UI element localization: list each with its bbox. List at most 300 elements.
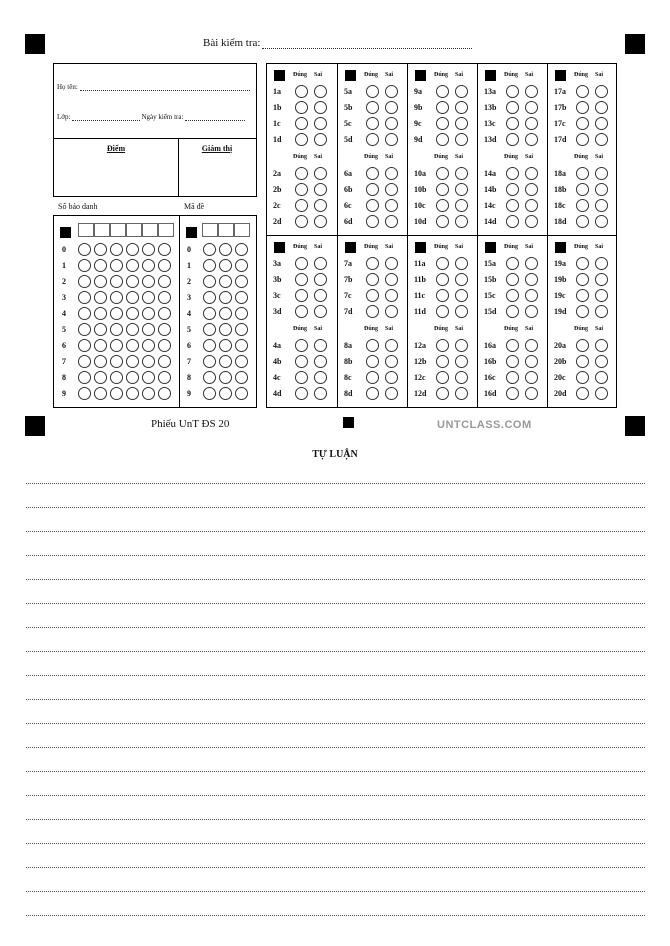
false-bubble[interactable] <box>385 355 398 368</box>
false-bubble[interactable] <box>595 289 608 302</box>
student-id-bubble[interactable] <box>78 323 91 336</box>
student-id-bubble[interactable] <box>158 387 171 400</box>
false-bubble[interactable] <box>385 305 398 318</box>
true-bubble[interactable] <box>576 117 589 130</box>
question-row <box>484 370 544 384</box>
false-bubble[interactable] <box>314 387 327 400</box>
student-id-bubble[interactable] <box>142 307 155 320</box>
true-bubble[interactable] <box>295 273 308 286</box>
true-bubble[interactable] <box>366 199 379 212</box>
false-bubble[interactable] <box>314 167 327 180</box>
true-bubble[interactable] <box>576 85 589 98</box>
true-bubble[interactable] <box>506 167 519 180</box>
false-bubble[interactable] <box>525 257 538 270</box>
student-id-digit-label: 0 <box>62 244 66 254</box>
student-id-bubble[interactable] <box>94 307 107 320</box>
student-id-bubble[interactable] <box>78 339 91 352</box>
student-id-bubble[interactable] <box>110 339 123 352</box>
exam-code-bubble[interactable] <box>203 291 216 304</box>
student-id-bubble[interactable] <box>110 355 123 368</box>
student-id-bubble[interactable] <box>110 387 123 400</box>
student-id-bubble[interactable] <box>78 307 91 320</box>
false-label: Sai <box>454 72 463 78</box>
student-id-bubble[interactable] <box>110 291 123 304</box>
false-bubble[interactable] <box>595 117 608 130</box>
false-bubble[interactable] <box>385 257 398 270</box>
true-bubble[interactable] <box>436 85 449 98</box>
false-bubble[interactable] <box>525 101 538 114</box>
exam-code-bubble[interactable] <box>203 259 216 272</box>
false-bubble[interactable] <box>595 183 608 196</box>
false-bubble[interactable] <box>314 117 327 130</box>
student-id-cell[interactable] <box>126 223 142 237</box>
student-id-bubble[interactable] <box>78 355 91 368</box>
student-id-bubble[interactable] <box>158 275 171 288</box>
student-id-bubble[interactable] <box>142 259 155 272</box>
true-bubble[interactable] <box>366 85 379 98</box>
true-bubble[interactable] <box>506 387 519 400</box>
student-id-cell[interactable] <box>94 223 110 237</box>
false-bubble[interactable] <box>455 289 468 302</box>
exam-code-bubble[interactable] <box>235 243 248 256</box>
true-bubble[interactable] <box>436 273 449 286</box>
true-bubble[interactable] <box>436 199 449 212</box>
false-bubble[interactable] <box>595 257 608 270</box>
true-bubble[interactable] <box>366 167 379 180</box>
true-bubble[interactable] <box>506 215 519 228</box>
true-bubble[interactable] <box>506 339 519 352</box>
true-bubble[interactable] <box>295 215 308 228</box>
student-id-bubble[interactable] <box>142 387 155 400</box>
false-bubble[interactable] <box>385 183 398 196</box>
name-field[interactable] <box>80 90 250 91</box>
true-bubble[interactable] <box>576 339 589 352</box>
true-bubble[interactable] <box>576 355 589 368</box>
true-bubble[interactable] <box>366 289 379 302</box>
true-bubble[interactable] <box>506 199 519 212</box>
essay-line[interactable] <box>26 699 645 700</box>
exam-code-bubble[interactable] <box>219 307 232 320</box>
question-label: 20a <box>554 340 566 350</box>
false-bubble[interactable] <box>525 339 538 352</box>
false-bubble[interactable] <box>385 167 398 180</box>
true-bubble[interactable] <box>295 133 308 146</box>
false-bubble[interactable] <box>385 215 398 228</box>
exam-code-bubble[interactable] <box>219 387 232 400</box>
true-bubble[interactable] <box>576 387 589 400</box>
exam-code-cell[interactable] <box>234 223 250 237</box>
true-bubble[interactable] <box>506 183 519 196</box>
false-bubble[interactable] <box>385 339 398 352</box>
exam-code-bubble[interactable] <box>203 371 216 384</box>
student-id-bubble[interactable] <box>78 371 91 384</box>
exam-code-bubble[interactable] <box>203 307 216 320</box>
false-label: Sai <box>524 326 533 332</box>
true-bubble[interactable] <box>295 85 308 98</box>
student-id-bubble[interactable] <box>78 291 91 304</box>
student-id-bubble[interactable] <box>126 371 139 384</box>
true-bubble[interactable] <box>436 101 449 114</box>
false-bubble[interactable] <box>525 199 538 212</box>
student-id-bubble[interactable] <box>94 355 107 368</box>
exam-code-bubble[interactable] <box>235 339 248 352</box>
true-bubble[interactable] <box>366 339 379 352</box>
true-bubble[interactable] <box>295 199 308 212</box>
false-bubble[interactable] <box>455 339 468 352</box>
true-bubble[interactable] <box>436 289 449 302</box>
question-row <box>273 338 333 352</box>
student-id-bubble[interactable] <box>158 371 171 384</box>
student-id-bubble[interactable] <box>142 291 155 304</box>
true-bubble[interactable] <box>436 257 449 270</box>
true-bubble[interactable] <box>506 273 519 286</box>
false-bubble[interactable] <box>595 387 608 400</box>
exam-code-cell[interactable] <box>202 223 218 237</box>
student-id-bubble[interactable] <box>78 259 91 272</box>
exam-code-bubble[interactable] <box>235 355 248 368</box>
false-bubble[interactable] <box>455 355 468 368</box>
exam-code-bubble[interactable] <box>203 355 216 368</box>
student-id-bubble[interactable] <box>158 291 171 304</box>
exam-code-bubble[interactable] <box>235 259 248 272</box>
false-bubble[interactable] <box>455 199 468 212</box>
student-id-bubble[interactable] <box>142 339 155 352</box>
false-bubble[interactable] <box>385 273 398 286</box>
exam-code-bubble[interactable] <box>219 275 232 288</box>
student-id-bubble[interactable] <box>158 243 171 256</box>
false-bubble[interactable] <box>455 133 468 146</box>
student-id-bubble[interactable] <box>94 259 107 272</box>
exam-code-bubble[interactable] <box>235 371 248 384</box>
exam-code-bubble[interactable] <box>219 371 232 384</box>
false-bubble[interactable] <box>455 371 468 384</box>
exam-code-bubble[interactable] <box>219 323 232 336</box>
student-id-bubble[interactable] <box>142 371 155 384</box>
true-label: Đúng <box>503 154 518 160</box>
true-bubble[interactable] <box>576 167 589 180</box>
false-bubble[interactable] <box>314 273 327 286</box>
false-bubble[interactable] <box>525 117 538 130</box>
false-bubble[interactable] <box>314 101 327 114</box>
exam-code-cell[interactable] <box>218 223 234 237</box>
essay-line[interactable] <box>26 795 645 796</box>
false-bubble[interactable] <box>595 167 608 180</box>
true-bubble[interactable] <box>506 289 519 302</box>
true-bubble[interactable] <box>295 305 308 318</box>
false-bubble[interactable] <box>595 339 608 352</box>
true-bubble[interactable] <box>576 305 589 318</box>
false-bubble[interactable] <box>314 199 327 212</box>
true-bubble[interactable] <box>366 215 379 228</box>
essay-line[interactable] <box>26 507 645 508</box>
false-bubble[interactable] <box>314 289 327 302</box>
true-bubble[interactable] <box>295 339 308 352</box>
true-bubble[interactable] <box>506 101 519 114</box>
question-label: 9d <box>414 134 423 144</box>
true-bubble[interactable] <box>295 183 308 196</box>
true-bubble[interactable] <box>506 85 519 98</box>
false-bubble[interactable] <box>595 85 608 98</box>
true-bubble[interactable] <box>576 371 589 384</box>
student-id-bubble[interactable] <box>94 243 107 256</box>
false-bubble[interactable] <box>455 117 468 130</box>
essay-line[interactable] <box>26 747 645 748</box>
question-label: 10b <box>414 184 427 194</box>
false-bubble[interactable] <box>455 183 468 196</box>
student-id-bubble[interactable] <box>142 323 155 336</box>
true-bubble[interactable] <box>436 371 449 384</box>
false-bubble[interactable] <box>385 101 398 114</box>
true-bubble[interactable] <box>506 257 519 270</box>
false-bubble[interactable] <box>595 305 608 318</box>
student-id-bubble[interactable] <box>78 243 91 256</box>
true-bubble[interactable] <box>366 273 379 286</box>
essay-line[interactable] <box>26 891 645 892</box>
true-bubble[interactable] <box>366 371 379 384</box>
student-id-bubble[interactable] <box>126 291 139 304</box>
student-id-bubble[interactable] <box>78 387 91 400</box>
student-id-cell[interactable] <box>158 223 174 237</box>
true-bubble[interactable] <box>576 215 589 228</box>
false-bubble[interactable] <box>455 167 468 180</box>
false-bubble[interactable] <box>595 215 608 228</box>
true-bubble[interactable] <box>436 215 449 228</box>
exam-code-bubble[interactable] <box>219 259 232 272</box>
false-bubble[interactable] <box>455 257 468 270</box>
true-bubble[interactable] <box>366 133 379 146</box>
student-id-bubble[interactable] <box>126 275 139 288</box>
false-bubble[interactable] <box>314 371 327 384</box>
student-id-bubble[interactable] <box>126 323 139 336</box>
false-bubble[interactable] <box>455 85 468 98</box>
student-id-bubble[interactable] <box>110 307 123 320</box>
student-id-bubble[interactable] <box>110 275 123 288</box>
exam-code-bubble[interactable] <box>203 275 216 288</box>
exam-code-bubble[interactable] <box>219 339 232 352</box>
false-bubble[interactable] <box>455 305 468 318</box>
student-id-bubble[interactable] <box>126 339 139 352</box>
false-bubble[interactable] <box>595 371 608 384</box>
true-bubble[interactable] <box>295 371 308 384</box>
essay-line[interactable] <box>26 627 645 628</box>
true-bubble[interactable] <box>506 133 519 146</box>
student-id-bubble[interactable] <box>94 339 107 352</box>
true-bubble[interactable] <box>366 387 379 400</box>
student-id-cell[interactable] <box>142 223 158 237</box>
true-bubble[interactable] <box>295 387 308 400</box>
essay-line[interactable] <box>26 675 645 676</box>
student-id-bubble[interactable] <box>126 243 139 256</box>
true-bubble[interactable] <box>576 199 589 212</box>
false-bubble[interactable] <box>525 167 538 180</box>
student-id-bubble[interactable] <box>110 259 123 272</box>
false-bubble[interactable] <box>595 273 608 286</box>
student-id-bubble[interactable] <box>126 259 139 272</box>
false-bubble[interactable] <box>385 199 398 212</box>
true-bubble[interactable] <box>436 339 449 352</box>
false-bubble[interactable] <box>314 305 327 318</box>
true-bubble[interactable] <box>366 101 379 114</box>
true-bubble[interactable] <box>436 167 449 180</box>
exam-code-bubble[interactable] <box>219 355 232 368</box>
true-false-header <box>432 154 468 160</box>
essay-line[interactable] <box>26 843 645 844</box>
student-id-cell[interactable] <box>110 223 126 237</box>
false-bubble[interactable] <box>525 183 538 196</box>
essay-line[interactable] <box>26 531 645 532</box>
essay-line[interactable] <box>26 771 645 772</box>
true-bubble[interactable] <box>366 183 379 196</box>
exam-code-bubble[interactable] <box>235 275 248 288</box>
student-id-bubble[interactable] <box>126 307 139 320</box>
essay-line[interactable] <box>26 915 645 916</box>
student-id-bubble[interactable] <box>126 355 139 368</box>
student-id-bubble[interactable] <box>94 387 107 400</box>
essay-line[interactable] <box>26 555 645 556</box>
true-bubble[interactable] <box>436 387 449 400</box>
student-id-bubble[interactable] <box>94 371 107 384</box>
student-id-bubble[interactable] <box>142 243 155 256</box>
true-bubble[interactable] <box>436 133 449 146</box>
student-id-bubble[interactable] <box>110 371 123 384</box>
false-bubble[interactable] <box>385 371 398 384</box>
student-id-bubble[interactable] <box>110 243 123 256</box>
student-id-cell[interactable] <box>78 223 94 237</box>
true-bubble[interactable] <box>436 183 449 196</box>
false-bubble[interactable] <box>314 133 327 146</box>
true-bubble[interactable] <box>366 117 379 130</box>
exam-code-bubble[interactable] <box>235 387 248 400</box>
true-bubble[interactable] <box>436 355 449 368</box>
true-bubble[interactable] <box>295 167 308 180</box>
false-bubble[interactable] <box>595 101 608 114</box>
false-bubble[interactable] <box>385 117 398 130</box>
false-bubble[interactable] <box>595 133 608 146</box>
exam-code-bubble[interactable] <box>219 291 232 304</box>
true-bubble[interactable] <box>576 257 589 270</box>
false-bubble[interactable] <box>314 215 327 228</box>
question-label: 3c <box>273 290 281 300</box>
false-bubble[interactable] <box>525 289 538 302</box>
question-row <box>484 214 544 228</box>
exam-code-bubble[interactable] <box>219 243 232 256</box>
exam-code-bubble[interactable] <box>203 339 216 352</box>
exam-code-bubble[interactable] <box>203 243 216 256</box>
student-id-bubble[interactable] <box>158 307 171 320</box>
false-bubble[interactable] <box>595 355 608 368</box>
exam-code-bubble[interactable] <box>235 307 248 320</box>
true-bubble[interactable] <box>576 133 589 146</box>
true-bubble[interactable] <box>576 289 589 302</box>
true-bubble[interactable] <box>295 101 308 114</box>
true-label: Đúng <box>503 326 518 332</box>
test-title-field[interactable] <box>262 48 472 49</box>
false-bubble[interactable] <box>455 273 468 286</box>
true-bubble[interactable] <box>576 101 589 114</box>
true-bubble[interactable] <box>506 305 519 318</box>
student-id-bubble[interactable] <box>142 355 155 368</box>
false-bubble[interactable] <box>385 85 398 98</box>
essay-line[interactable] <box>26 867 645 868</box>
false-bubble[interactable] <box>525 215 538 228</box>
student-id-bubble[interactable] <box>78 275 91 288</box>
false-bubble[interactable] <box>525 133 538 146</box>
date-field[interactable] <box>185 120 245 121</box>
true-bubble[interactable] <box>295 257 308 270</box>
essay-line[interactable] <box>26 483 645 484</box>
true-bubble[interactable] <box>436 305 449 318</box>
exam-code-bubble[interactable] <box>235 323 248 336</box>
true-bubble[interactable] <box>576 183 589 196</box>
false-bubble[interactable] <box>314 183 327 196</box>
student-id-bubble[interactable] <box>158 323 171 336</box>
true-bubble[interactable] <box>295 117 308 130</box>
question-row <box>484 198 544 212</box>
false-bubble[interactable] <box>595 199 608 212</box>
student-id-bubble[interactable] <box>142 275 155 288</box>
false-bubble[interactable] <box>385 387 398 400</box>
student-id-digit-label: 2 <box>62 276 66 286</box>
essay-line[interactable] <box>26 651 645 652</box>
false-bubble[interactable] <box>525 387 538 400</box>
student-id-bubble[interactable] <box>158 339 171 352</box>
student-id-row <box>62 354 174 368</box>
essay-line[interactable] <box>26 603 645 604</box>
false-bubble[interactable] <box>314 355 327 368</box>
student-id-bubble[interactable] <box>94 291 107 304</box>
exam-code-bubble[interactable] <box>235 291 248 304</box>
false-bubble[interactable] <box>314 85 327 98</box>
class-field[interactable] <box>72 120 140 121</box>
false-bubble[interactable] <box>385 133 398 146</box>
student-id-bubble[interactable] <box>94 275 107 288</box>
exam-code-bubble[interactable] <box>203 323 216 336</box>
exam-code-bubble[interactable] <box>203 387 216 400</box>
false-bubble[interactable] <box>525 273 538 286</box>
true-bubble[interactable] <box>295 289 308 302</box>
student-id-bubble[interactable] <box>158 355 171 368</box>
question-row <box>344 338 404 352</box>
true-bubble[interactable] <box>295 355 308 368</box>
true-bubble[interactable] <box>366 355 379 368</box>
essay-line[interactable] <box>26 723 645 724</box>
student-id-bubble[interactable] <box>110 323 123 336</box>
false-bubble[interactable] <box>455 387 468 400</box>
false-bubble[interactable] <box>525 371 538 384</box>
true-bubble[interactable] <box>436 117 449 130</box>
false-bubble[interactable] <box>525 305 538 318</box>
student-id-bubble[interactable] <box>94 323 107 336</box>
false-bubble[interactable] <box>525 85 538 98</box>
false-bubble[interactable] <box>385 289 398 302</box>
student-id-bubble[interactable] <box>158 259 171 272</box>
false-bubble[interactable] <box>455 215 468 228</box>
true-bubble[interactable] <box>576 273 589 286</box>
false-bubble[interactable] <box>314 339 327 352</box>
question-row <box>273 198 333 212</box>
essay-line[interactable] <box>26 579 645 580</box>
true-bubble[interactable] <box>506 117 519 130</box>
true-bubble[interactable] <box>506 371 519 384</box>
true-bubble[interactable] <box>506 355 519 368</box>
false-bubble[interactable] <box>314 257 327 270</box>
false-bubble[interactable] <box>525 355 538 368</box>
true-bubble[interactable] <box>366 257 379 270</box>
true-bubble[interactable] <box>366 305 379 318</box>
essay-line[interactable] <box>26 819 645 820</box>
student-id-bubble[interactable] <box>126 387 139 400</box>
false-bubble[interactable] <box>455 101 468 114</box>
